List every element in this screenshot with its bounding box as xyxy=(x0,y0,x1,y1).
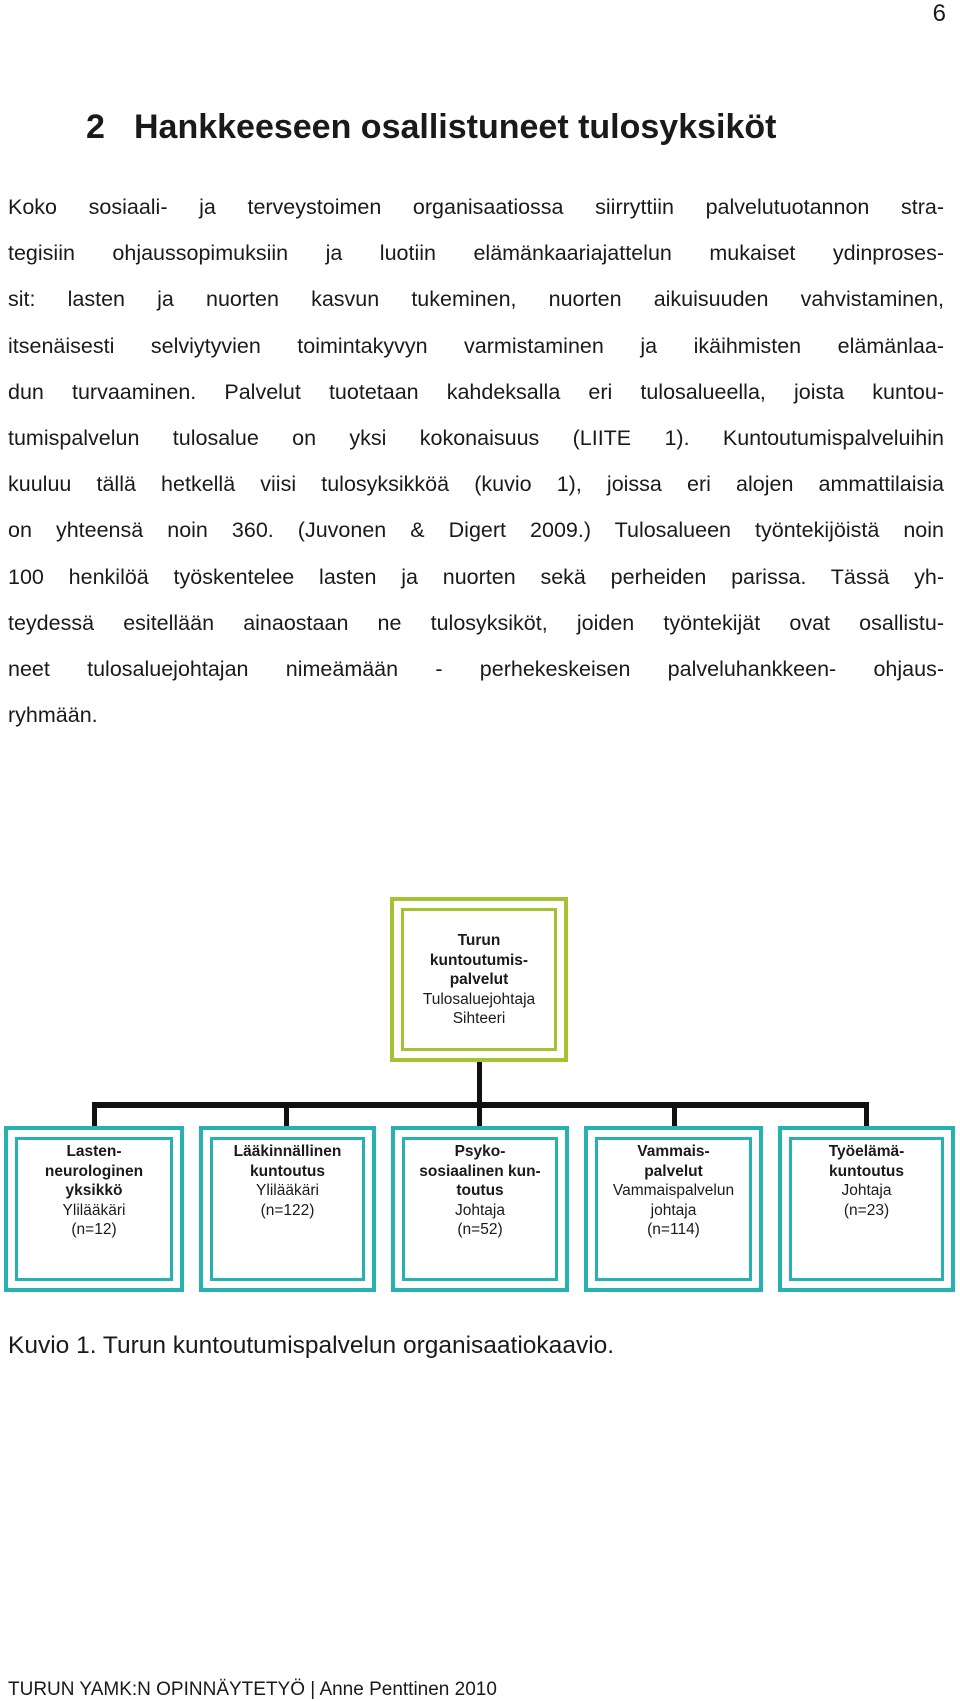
box-role-line: Ylilääkäri xyxy=(256,1182,319,1199)
box-name-line: kuntoutus xyxy=(250,1162,325,1180)
box-name-line: toutus xyxy=(456,1182,504,1199)
box-name-line: Vammais- xyxy=(637,1143,710,1160)
box-role-line: (n=12) xyxy=(71,1221,117,1238)
body-line: dun turvaaminen. Palvelut tuotetaan kahdeksalla eri tulosalueella, joista kuntou- xyxy=(8,379,944,404)
box-name-line: yksikkö xyxy=(65,1182,123,1199)
box-role-line: (n=122) xyxy=(260,1201,315,1219)
body-line: teydessä esitellään ainaostaan ne tulosyksiköt, joiden työntekijät ovat osallistu- xyxy=(8,610,944,635)
connector-drop-4 xyxy=(672,1102,677,1128)
connector-drop-2 xyxy=(284,1102,289,1128)
org-box-unit-5 xyxy=(778,1126,955,1292)
section-title: Hankkeeseen osallistuneet tulosyksiköt xyxy=(134,108,777,146)
box-name-line: Työelämä- xyxy=(828,1143,905,1160)
box-name-line: kuntoutus xyxy=(829,1162,904,1180)
box-role-line: Johtaja xyxy=(455,1201,505,1219)
body-line: itsenäisesti selviytyvien toimintakyvyn varmistaminen ja ikäihmisten elämänlaa- xyxy=(8,333,944,358)
page-number: 6 xyxy=(932,0,946,27)
body-line: 100 henkilöä työskentelee lasten ja nuorten sekä perheiden parissa. Tässä yh- xyxy=(8,564,944,589)
section-heading xyxy=(86,108,776,147)
box-role-line: johtaja xyxy=(650,1201,697,1219)
org-box-unit-4 xyxy=(584,1126,763,1292)
box-role-line: Sihteeri xyxy=(452,1010,506,1027)
box-name-line: palvelut xyxy=(449,971,509,988)
box-name-line: neurologinen xyxy=(44,1162,144,1180)
box-role-line: Tulosaluejohtaja xyxy=(422,990,536,1008)
box-role-line: (n=23) xyxy=(843,1201,890,1219)
box-name-line: sosiaalinen kun- xyxy=(419,1162,541,1180)
connector-drop-1 xyxy=(92,1102,97,1128)
body-line: sit: lasten ja nuorten kasvun tukeminen, nuorten aikuisuuden vahvistaminen, xyxy=(8,287,944,312)
box-role-line: Vammaispalvelun xyxy=(612,1182,735,1199)
org-box-unit-3 xyxy=(391,1126,569,1292)
body-line: tegisiin ohjaussopimuksiin ja luotiin elämänkaariajattelun mukaiset ydinproses- xyxy=(8,241,944,266)
connector-drop-3 xyxy=(477,1102,482,1128)
body-line: tumispalvelun tulosalue on yksi kokonaisuus (LIITE 1). Kuntoutumispalveluihin xyxy=(8,426,944,451)
figure-caption: Kuvio 1. Turun kuntoutumispalvelun organisaatiokaavio. xyxy=(8,1332,615,1359)
box-name-line: kuntoutumis- xyxy=(429,951,529,969)
box-name-line: Lääkinnällinen xyxy=(233,1143,342,1160)
connector-vertical-top xyxy=(477,1062,482,1104)
org-box-unit-2 xyxy=(199,1126,376,1292)
org-box-unit-1 xyxy=(4,1126,184,1292)
body-line: kuuluu tällä hetkellä viisi tulosyksikköä (kuvio 1), joissa eri alojen ammattilaisia xyxy=(8,472,944,497)
box-name-line: Lasten- xyxy=(66,1143,122,1160)
box-role-line: (n=114) xyxy=(647,1221,700,1238)
box-role-line: Ylilääkäri xyxy=(62,1201,126,1219)
body-paragraph xyxy=(8,184,944,738)
org-box-top xyxy=(390,897,568,1062)
box-role-line: Johtaja xyxy=(841,1182,892,1199)
body-line: Koko sosiaali- ja terveystoimen organisaatiossa siirryttiin palvelutuotannon stra- xyxy=(8,195,944,219)
section-number: 2 xyxy=(86,108,105,146)
body-line: neet tulosaluejohtajan nimeämään - perhekeskeisen palveluhankkeen- ohjaus- xyxy=(8,657,944,682)
box-name-line: Turun xyxy=(457,932,501,949)
box-name-line: palvelut xyxy=(644,1162,703,1180)
box-name-line: Psyko- xyxy=(454,1143,506,1160)
connector-drop-5 xyxy=(864,1102,869,1128)
body-line: ryhmään. xyxy=(8,703,98,728)
page-footer: TURUN YAMK:N OPINNÄYTETYÖ | Anne Penttinen 2010 xyxy=(8,1679,497,1700)
body-line: on yhteensä noin 360. (Juvonen & Digert 2009.) Tulosalueen työntekijöistä noin xyxy=(8,518,944,543)
box-role-line: (n=52) xyxy=(457,1221,503,1238)
